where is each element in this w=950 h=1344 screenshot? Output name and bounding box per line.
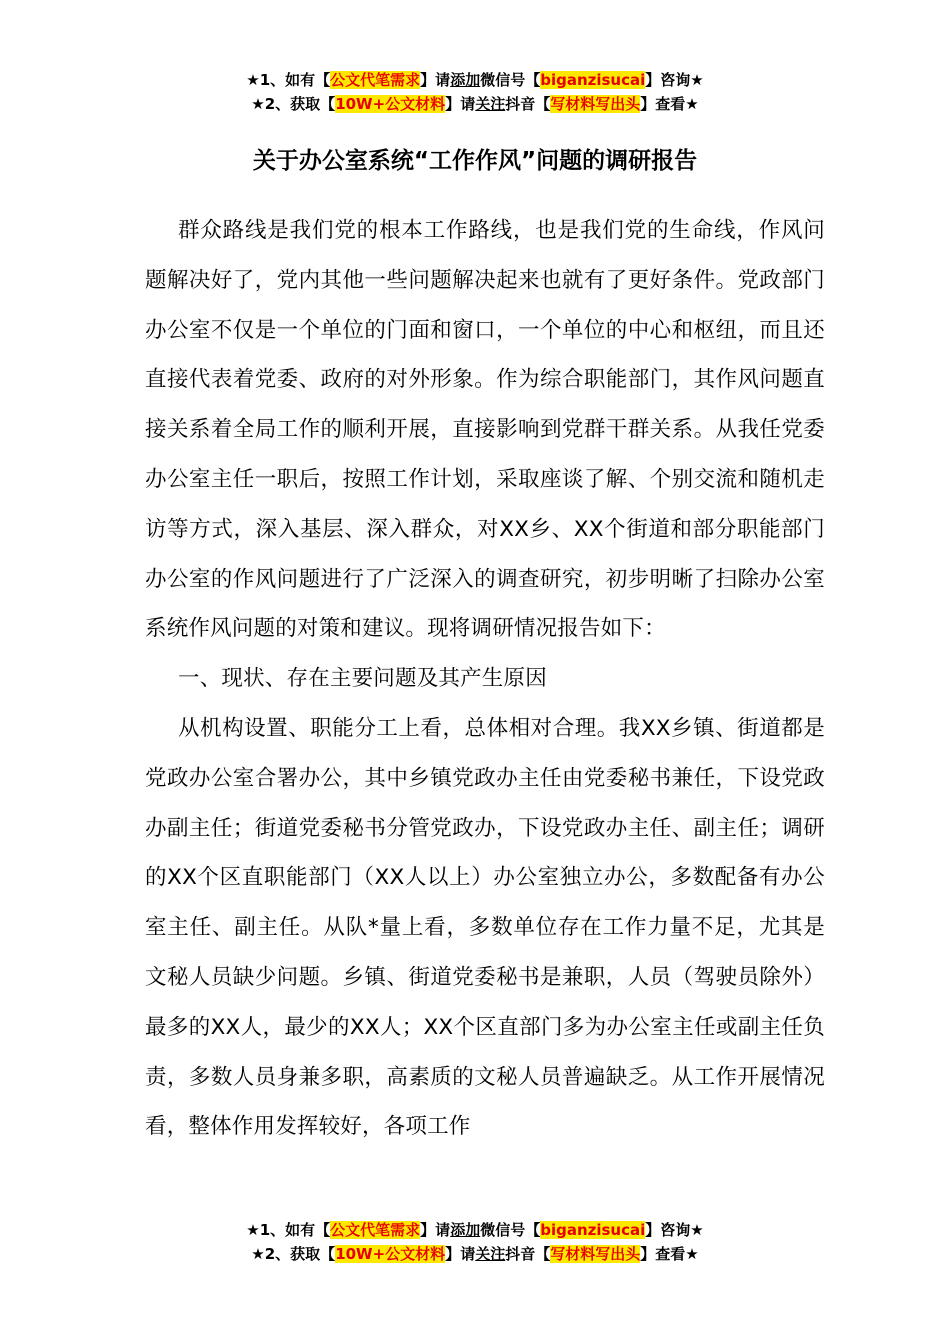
- banner-text: 】咨询★: [645, 71, 704, 89]
- banner-highlight: 10W+公文材料: [335, 95, 446, 113]
- banner-line-1: [0, 68, 950, 92]
- banner-highlight: 公文代笔需求: [330, 1221, 421, 1239]
- banner-text: ★2、获取【: [251, 1245, 336, 1263]
- paragraph-intro: 群众路线是我们党的根本工作路线，也是我们党的生命线，作风问题解决好了，党内其他一些问题解决起来也就有了更好条件。党政部门办公室不仅是一个单位的门面和窗口，一个单位的中心和枢纽，而且还直接代表着党委、政府的对外形象。作为综合职能部门，其作风问题直接关系着全局工作的顺利开展，直接影响到党群干群关系。从我任党委办公室主任一职后，按照工作计划，采取座谈了解、个别交流和随机走访等方式，深入基层、深入群众，对XX乡、XX个街道和部分职能部门办公室的作风问题进行了广泛深入的调查研究，初步明晰了扫除办公室系统作风问题的对策和建议。现将调研情况报告如下：: [145, 218, 825, 642]
- banner-line-2: [0, 1242, 950, 1266]
- banner-text: 抖音【: [505, 1245, 551, 1263]
- banner-text: 】查看★: [640, 95, 699, 113]
- banner-underline: 添加: [450, 1221, 481, 1239]
- document-title: 关于办公室系统“工作作风”问题的调研报告: [252, 148, 698, 174]
- banner-text: 】请: [420, 71, 451, 89]
- banner-underline: 关注: [475, 95, 506, 113]
- header-banner: [0, 68, 950, 116]
- banner-text: 】查看★: [640, 1245, 699, 1263]
- footer-banner: [0, 1218, 950, 1266]
- banner-text: 】请: [445, 1245, 476, 1263]
- banner-line-1: [0, 1218, 950, 1242]
- banner-line-2: [0, 92, 950, 116]
- banner-text: ★1、如有【: [246, 71, 331, 89]
- banner-underline: 关注: [475, 1245, 506, 1263]
- banner-text: 微信号【: [480, 1221, 541, 1239]
- banner-text: 】请: [445, 95, 476, 113]
- banner-text: ★2、获取【: [251, 95, 336, 113]
- banner-highlight: 10W+公文材料: [335, 1245, 446, 1263]
- section-heading: 一、现状、存在主要问题及其产生原因: [178, 666, 547, 692]
- banner-wechat-id: biganzisucai: [540, 1221, 646, 1239]
- banner-text: 微信号【: [480, 71, 541, 89]
- banner-highlight: 公文代笔需求: [330, 71, 421, 89]
- banner-text: 】咨询★: [645, 1221, 704, 1239]
- banner-douyin-id: 写材料写出头: [550, 95, 641, 113]
- banner-text: ★1、如有【: [246, 1221, 331, 1239]
- banner-wechat-id: biganzisucai: [540, 71, 646, 89]
- banner-text: 】请: [420, 1221, 451, 1239]
- banner-douyin-id: 写材料写出头: [550, 1245, 641, 1263]
- banner-underline: 添加: [450, 71, 481, 89]
- paragraph-current-status: 从机构设置、职能分工上看，总体相对合理。我XX乡镇、街道都是党政办公室合署办公，其中乡镇党政办主任由党委秘书兼任，下设党政办副主任；街道党委秘书分管党政办，下设党政办主任、副主任；调研的XX个区直职能部门（XX人以上）办公室独立办公，多数配备有办公室主任、副主任。从队*量上看，多数单位存在工作力量不足，尤其是文秘人员缺少问题。乡镇、街道党委秘书是兼职，人员（驾驶员除外）最多的XX人，最少的XX人；XX个区直部门多为办公室主任或副主任负责，多数人员身兼多职，高素质的文秘人员普遍缺乏。从工作开展情况看，整体作用发挥较好，各项工作: [145, 715, 825, 1140]
- banner-text: 抖音【: [505, 95, 551, 113]
- document-body: [145, 206, 825, 1152]
